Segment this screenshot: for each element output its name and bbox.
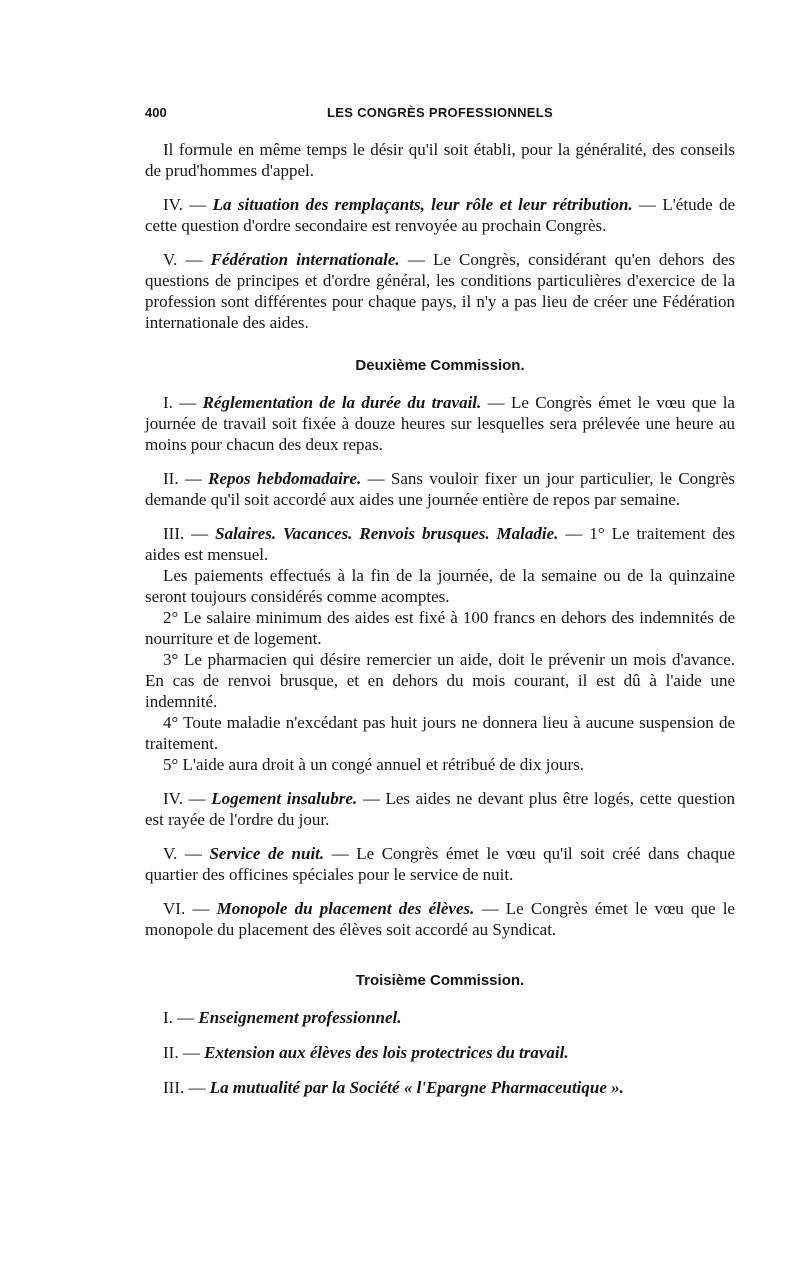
section-number: II. — [163,1043,205,1062]
section-text: — 1° Le traitement des aides est mensuel. [145,524,735,564]
c3-section-i [145,1007,735,1028]
section-text: — Le Congrès émet le vœu qu'il soit créé dans chaque quartier des officines spéciales pour le service de nuit. [145,844,735,884]
paragraph-appeal-councils: Il formule en même temps le désir qu'il soit établi, pour la généralité, des conseils de prud'hommes d'appel. [145,140,735,180]
heading-troisieme-commission: Troisième Commission. [355,972,525,989]
c3-section-iii [145,1077,735,1098]
heading-deuxieme-commission: Deuxième Commission. [355,357,525,374]
section-number: IV. — [163,789,212,808]
c2-section-i [145,392,735,455]
c2-section-iii [145,523,735,565]
section-number: V. — [163,844,210,863]
section-text: — Le Congrès émet le vœu que le monopole du placement des élèves soit accordé au Syndicat. [145,899,735,939]
section-title: Extension aux élèves des lois protectrices du travail. [204,1043,569,1062]
section-title: Repos hebdomadaire. [208,469,362,488]
section-number: III. — [163,524,216,543]
c2-iii-notice: 3° Le pharmacien qui désire remercier un aide, doit le prévenir un mois d'avance. En cas de renvoi brusque, et en dehors du mois courant, il est dû à l'aide une indemnité. [145,650,735,711]
page-header [145,105,735,125]
section-text: — Les aides ne devant plus être logés, cette question est rayée de l'ordre du jour. [145,789,736,829]
page-number: 400 [145,105,167,120]
c2-iii-payments: Les paiements effectués à la fin de la journée, de la semaine ou de la quinzaine seront toujours considérés comme acomptes. [145,566,735,606]
section-title: Réglementation de la durée du travail. [202,393,482,412]
section-title: Service de nuit. [209,844,325,863]
section-title: Salaires. Vacances. Renvois brusques. Maladie. [215,524,559,543]
section-title: Logement insalubre. [211,789,358,808]
section-text: — Le Congrès, considérant qu'en dehors des questions de principes et d'ordre général, les conditions particulières d'exercice de la profession sont différentes pour chaque pays, il n'y a pas lieu de créer une Fédération internationale des aides. [145,250,735,332]
section-iv-replacements [145,194,735,236]
c2-section-v [145,843,735,885]
c2-section-iv [145,788,735,830]
c2-iii-illness: 4° Toute maladie n'excédant pas huit jours ne donnera lieu à aucune suspension de traitement. [145,713,735,753]
c3-section-ii [145,1042,735,1063]
section-text: — Sans vouloir fixer un jour particulier, le Congrès demande qu'il soit accordé aux aides une journée entière de repos par semaine. [145,469,735,509]
section-number: I. — [163,393,203,412]
c2-section-ii [145,468,735,510]
section-v-federation [145,249,735,333]
section-number: II. — [163,469,209,488]
section-number: I. — [163,1008,199,1027]
c2-section-vi [145,898,735,940]
section-title: Fédération internationale. [210,250,400,269]
section-title: La mutualité par la Société « l'Epargne Pharmaceutique ». [209,1078,624,1097]
section-title: La situation des remplaçants, leur rôle et leur rétribution. [212,195,633,214]
section-number: IV. — [163,195,213,214]
c2-iii-minimum-salary: 2° Le salaire minimum des aides est fixé à 100 francs en dehors des indemnités de nourriture et de logement. [145,608,735,648]
section-title: Enseignement professionnel. [198,1008,402,1027]
section-title: Monopole du placement des élèves. [216,899,475,918]
section-number: V. — [163,250,211,269]
section-number: III. — [163,1078,210,1097]
c2-iii-leave: 5° L'aide aura droit à un congé annuel et rétribué de dix jours. [163,755,585,774]
section-text: — Le Congrès émet le vœu que la journée de travail soit fixée à douze heures sur lesquelles sera prélevée une heure au moins pour chacun des deux repas. [145,393,735,454]
section-number: VI. — [163,899,217,918]
page-body [145,139,735,1098]
section-text: — L'étude de cette question d'ordre secondaire est renvoyée au prochain Congrès. [145,195,736,235]
running-title: LES CONGRÈS PROFESSIONNELS [327,105,553,120]
